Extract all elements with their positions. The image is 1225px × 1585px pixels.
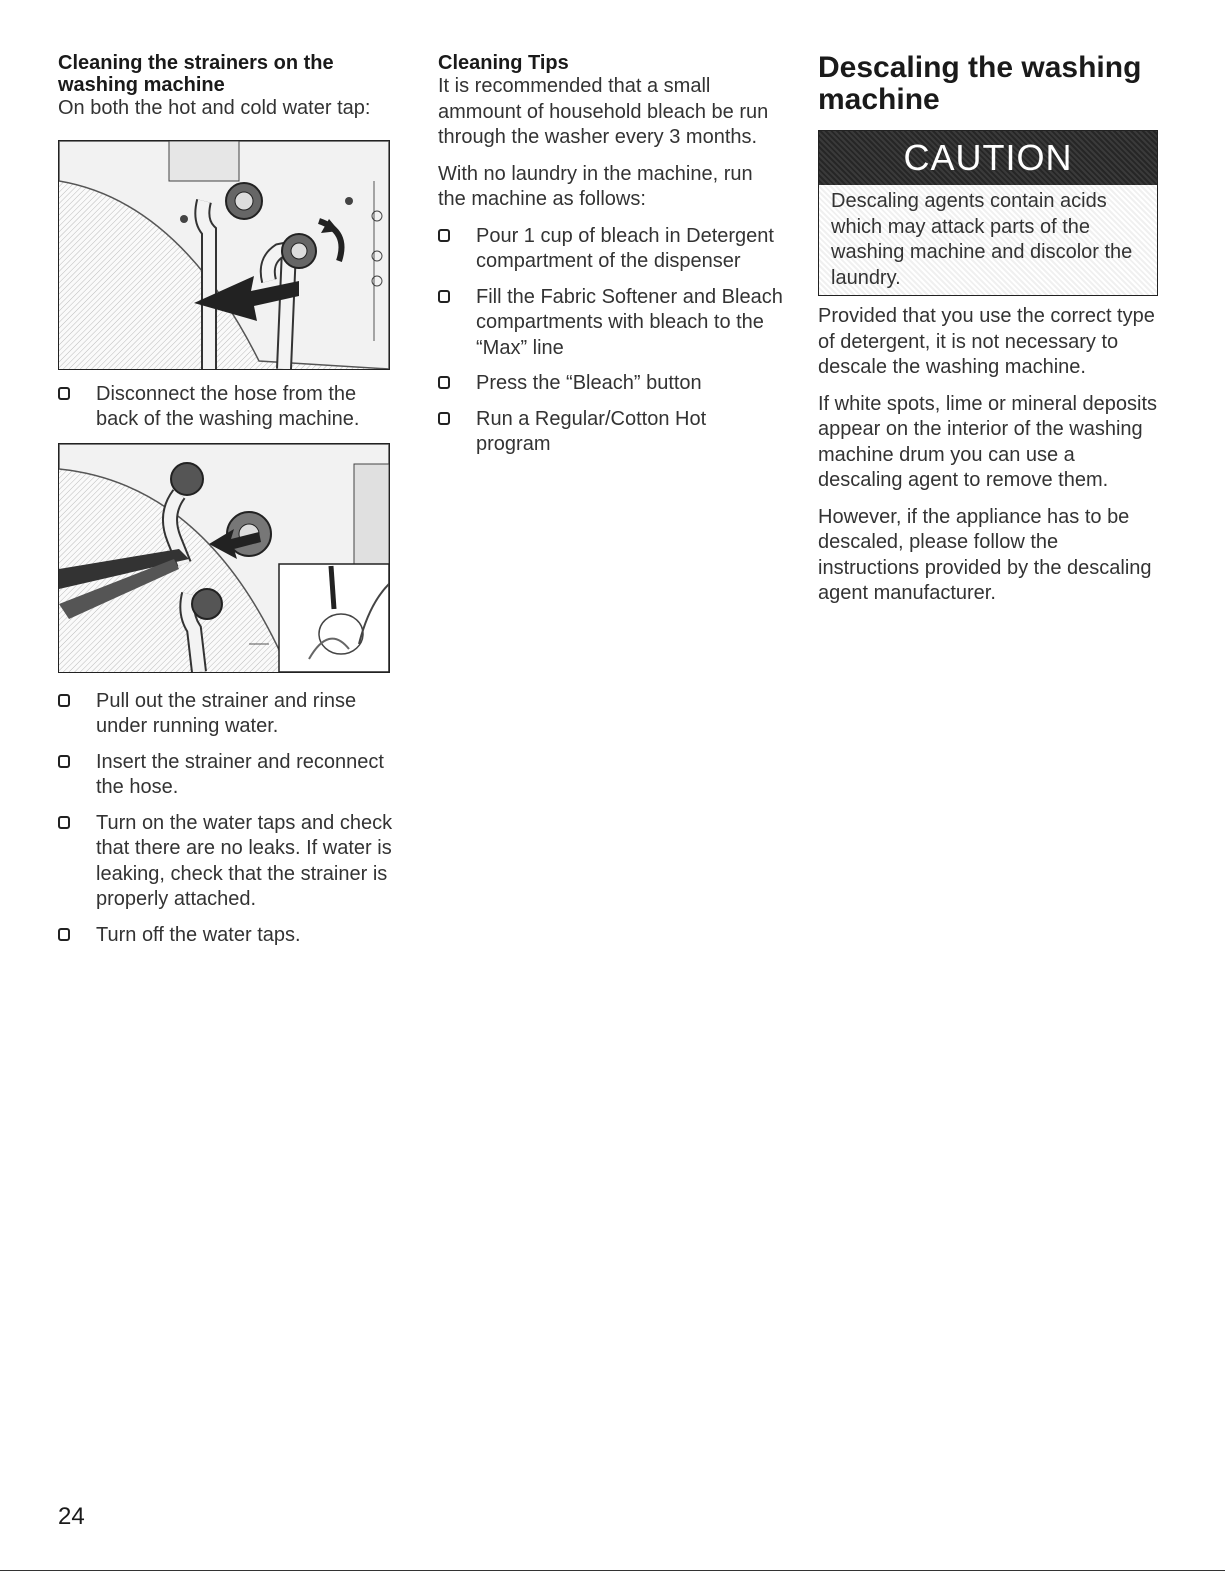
checkbox-bullet-icon bbox=[58, 694, 70, 707]
step-text: Pull out the strainer and rinse under running water. bbox=[96, 689, 357, 737]
checkbox-bullet-icon bbox=[438, 376, 450, 389]
checkbox-bullet-icon bbox=[438, 412, 450, 425]
checkbox-bullet-icon bbox=[58, 816, 70, 829]
step-disconnect-text: Disconnect the hose from the back of the washing machine. bbox=[96, 382, 360, 430]
strainer-steps-list bbox=[58, 689, 393, 949]
list-item bbox=[438, 285, 783, 362]
descaling-paragraph: If white spots, lime or mineral deposits appear on the interior of the washing machine drum you can use a descaling agent to remove them. bbox=[818, 392, 1158, 491]
caution-label: CAUTION bbox=[819, 131, 1157, 185]
step-text: Fill the Fabric Softener and Bleach compartments with bleach to the “Max” line bbox=[476, 285, 783, 359]
list-item bbox=[438, 371, 783, 397]
list-item bbox=[58, 750, 393, 801]
checkbox-bullet-icon bbox=[58, 755, 70, 768]
intro-text: On both the hot and cold water tap: bbox=[58, 97, 371, 119]
checkbox-bullet-icon bbox=[438, 229, 450, 242]
caution-box bbox=[818, 130, 1158, 296]
heading-cleaning-strainers: Cleaning the strainers on the washing machine bbox=[58, 52, 334, 96]
heading-descaling: Descaling the washing machine bbox=[818, 51, 1142, 116]
step-text: Pour 1 cup of bleach in Detergent compartment of the dispenser bbox=[476, 224, 774, 272]
caution-text: Descaling agents contain acids which may attack parts of the washing machine and discolor the laundry. bbox=[819, 185, 1157, 295]
bottom-divider bbox=[0, 1570, 1225, 1571]
page-number: 24 bbox=[58, 1503, 85, 1530]
list-item bbox=[58, 811, 393, 913]
column-cleaning-tips bbox=[438, 52, 783, 468]
tips-paragraph-1: It is recommended that a small ammount of household bleach be run through the washer every 3 months. bbox=[438, 75, 769, 148]
step-text: Press the “Bleach” button bbox=[476, 372, 702, 394]
list-item bbox=[58, 923, 393, 949]
list-item bbox=[438, 407, 783, 458]
checkbox-bullet-icon bbox=[438, 290, 450, 303]
list-item bbox=[58, 382, 393, 433]
step-text: Turn off the water taps. bbox=[96, 923, 301, 946]
column-strainers bbox=[58, 52, 393, 958]
step-text: Turn on the water taps and check that there are no leaks. If water is leaking, check that the strainer is properly attached. bbox=[96, 811, 393, 910]
figure-disconnect-hose bbox=[58, 140, 390, 370]
descaling-paragraph: However, if the appliance has to be descaled, please follow the instructions provided by the descaling agent manufacturer. bbox=[818, 505, 1152, 604]
checkbox-bullet-icon bbox=[58, 928, 70, 941]
step-text: Run a Regular/Cotton Hot program bbox=[476, 407, 707, 455]
list-item bbox=[58, 689, 393, 740]
figure-remove-strainer bbox=[58, 443, 390, 673]
list-item bbox=[438, 224, 783, 275]
tips-steps-list bbox=[438, 224, 783, 458]
heading-cleaning-tips: Cleaning Tips bbox=[438, 52, 569, 74]
step-text: Insert the strainer and reconnect the hose. bbox=[96, 750, 384, 798]
checkbox-bullet-icon bbox=[58, 387, 70, 400]
descaling-paragraph: Provided that you use the correct type of detergent, it is not necessary to descale the washing machine. bbox=[818, 305, 1155, 378]
column-descaling bbox=[818, 52, 1163, 618]
tips-paragraph-2: With no laundry in the machine, run the machine as follows: bbox=[438, 162, 753, 210]
